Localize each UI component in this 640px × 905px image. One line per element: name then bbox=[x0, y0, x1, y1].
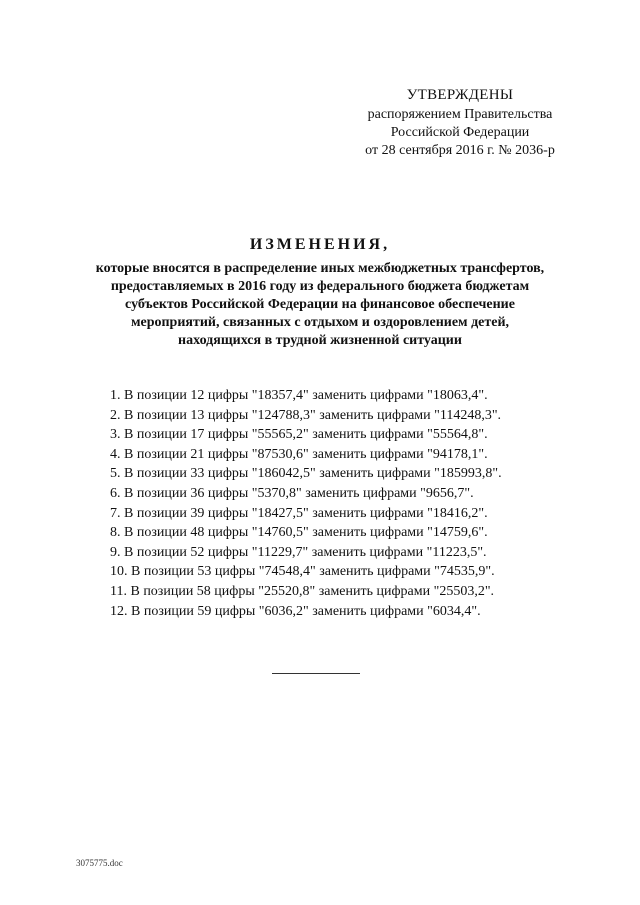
approval-line: распоряжением Правительства bbox=[367, 107, 553, 122]
list-item: 4. В позиции 21 цифры "87530,6" заменить цифрами "94178,1". bbox=[110, 446, 488, 462]
subtitle-line: мероприятий, связанных с отдыхом и оздоровлением детей, bbox=[130, 315, 510, 330]
subtitle-line: находящихся в трудной жизненной ситуации bbox=[178, 333, 462, 348]
approval-heading: УТВЕРЖДЕНЫ bbox=[406, 87, 514, 103]
list-item: 9. В позиции 52 цифры "11229,7" заменить цифрами "11223,5". bbox=[110, 544, 487, 560]
list-item: 3. В позиции 17 цифры "55565,2" заменить цифрами "55564,8". bbox=[110, 427, 488, 443]
document-title: ИЗМЕНЕНИЯ, bbox=[249, 236, 391, 253]
closing-divider bbox=[272, 673, 360, 674]
list-item: 5. В позиции 33 цифры "186042,5" заменить цифрами "185993,8". bbox=[110, 466, 502, 482]
list-item: 1. В позиции 12 цифры "18357,4" заменить цифрами "18063,4". bbox=[110, 388, 488, 403]
list-item: 11. В позиции 58 цифры "25520,8" заменить цифрами "25503,2". bbox=[110, 583, 495, 599]
approval-date-line: от 28 сентября 2016 г. № 2036-р bbox=[365, 143, 555, 158]
approval-line: Российской Федерации bbox=[390, 125, 530, 140]
list-item: 2. В позиции 13 цифры "124788,3" заменить цифрами "114248,3". bbox=[110, 407, 502, 423]
subtitle-line: субъектов Российской Федерации на финансовое обеспечение bbox=[125, 297, 515, 312]
file-name-footer: 3075775.doc bbox=[76, 858, 123, 868]
subtitle-line: которые вносятся в распределение иных межбюджетных трансфертов, bbox=[95, 261, 545, 276]
subtitle-line: предоставляемых в 2016 году из федерального бюджета бюджетам bbox=[110, 279, 530, 294]
list-item: 10. В позиции 53 цифры "74548,4" заменить цифрами "74535,9". bbox=[110, 564, 495, 580]
list-item: 12. В позиции 59 цифры "6036,2" заменить цифрами "6034,4". bbox=[110, 603, 481, 619]
approval-block bbox=[340, 86, 580, 160]
document-title-block bbox=[40, 236, 600, 350]
list-item: 8. В позиции 48 цифры "14760,5" заменить цифрами "14759,6". bbox=[110, 525, 488, 541]
document-subtitle bbox=[40, 260, 600, 350]
changes-list bbox=[110, 386, 620, 621]
list-item: 6. В позиции 36 цифры "5370,8" заменить цифрами "9656,7". bbox=[110, 485, 474, 501]
list-item: 7. В позиции 39 цифры "18427,5" заменить цифрами "18416,2". bbox=[110, 505, 488, 521]
